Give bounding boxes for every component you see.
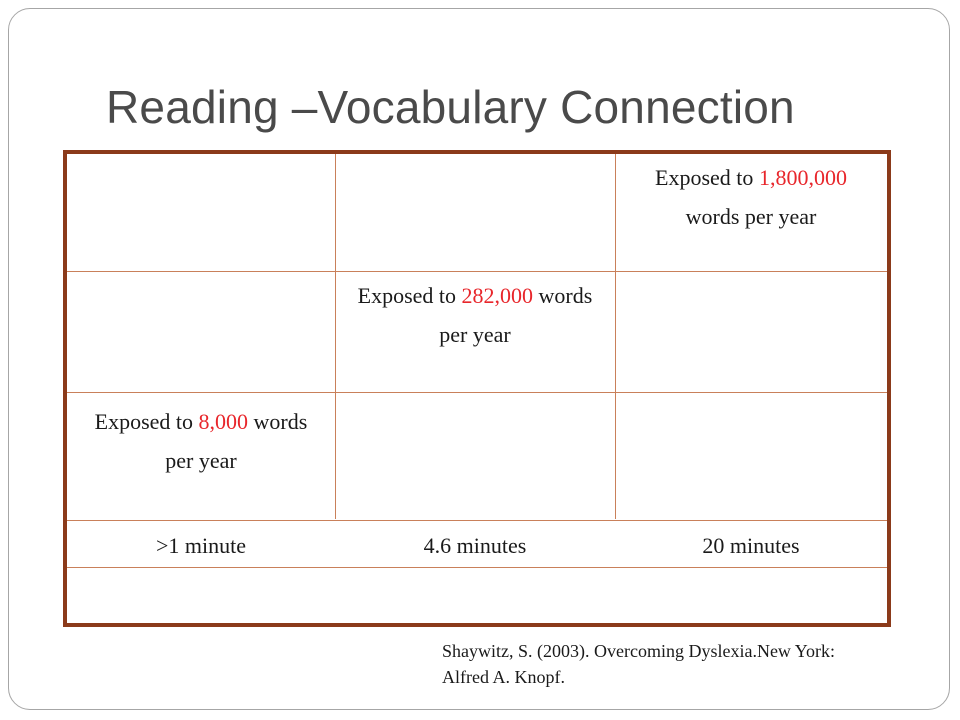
word-count-highlight: 1,800,000 — [758, 165, 847, 190]
row-divider — [67, 567, 887, 568]
cell-text — [651, 158, 851, 236]
cell-text — [350, 276, 600, 354]
cell-post: words per year — [439, 283, 593, 347]
table-cell — [615, 158, 887, 271]
cell-pre: Exposed to — [357, 283, 462, 308]
cell-text — [86, 402, 316, 480]
table-cell — [67, 402, 335, 520]
vocabulary-table — [63, 150, 891, 627]
row-divider — [67, 392, 887, 393]
time-cell: >1 minute — [155, 533, 246, 558]
time-cell: 20 minutes — [702, 533, 800, 558]
table-cell — [335, 276, 615, 392]
slide-title: Reading –Vocabulary Connection — [106, 81, 795, 133]
row-divider — [67, 520, 887, 521]
word-count-highlight: 8,000 — [198, 409, 249, 434]
citation: Shaywitz, S. (2003). Overcoming Dyslexia.New York: Alfred A. Knopf. — [442, 641, 835, 687]
cell-pre: Exposed to — [94, 409, 199, 434]
cell-post: words per year — [685, 204, 817, 229]
word-count-highlight: 282,000 — [461, 283, 534, 308]
row-divider — [67, 271, 887, 272]
cell-pre: Exposed to — [655, 165, 759, 190]
time-cell: 4.6 minutes — [423, 533, 527, 558]
cell-post: words per year — [165, 409, 308, 473]
